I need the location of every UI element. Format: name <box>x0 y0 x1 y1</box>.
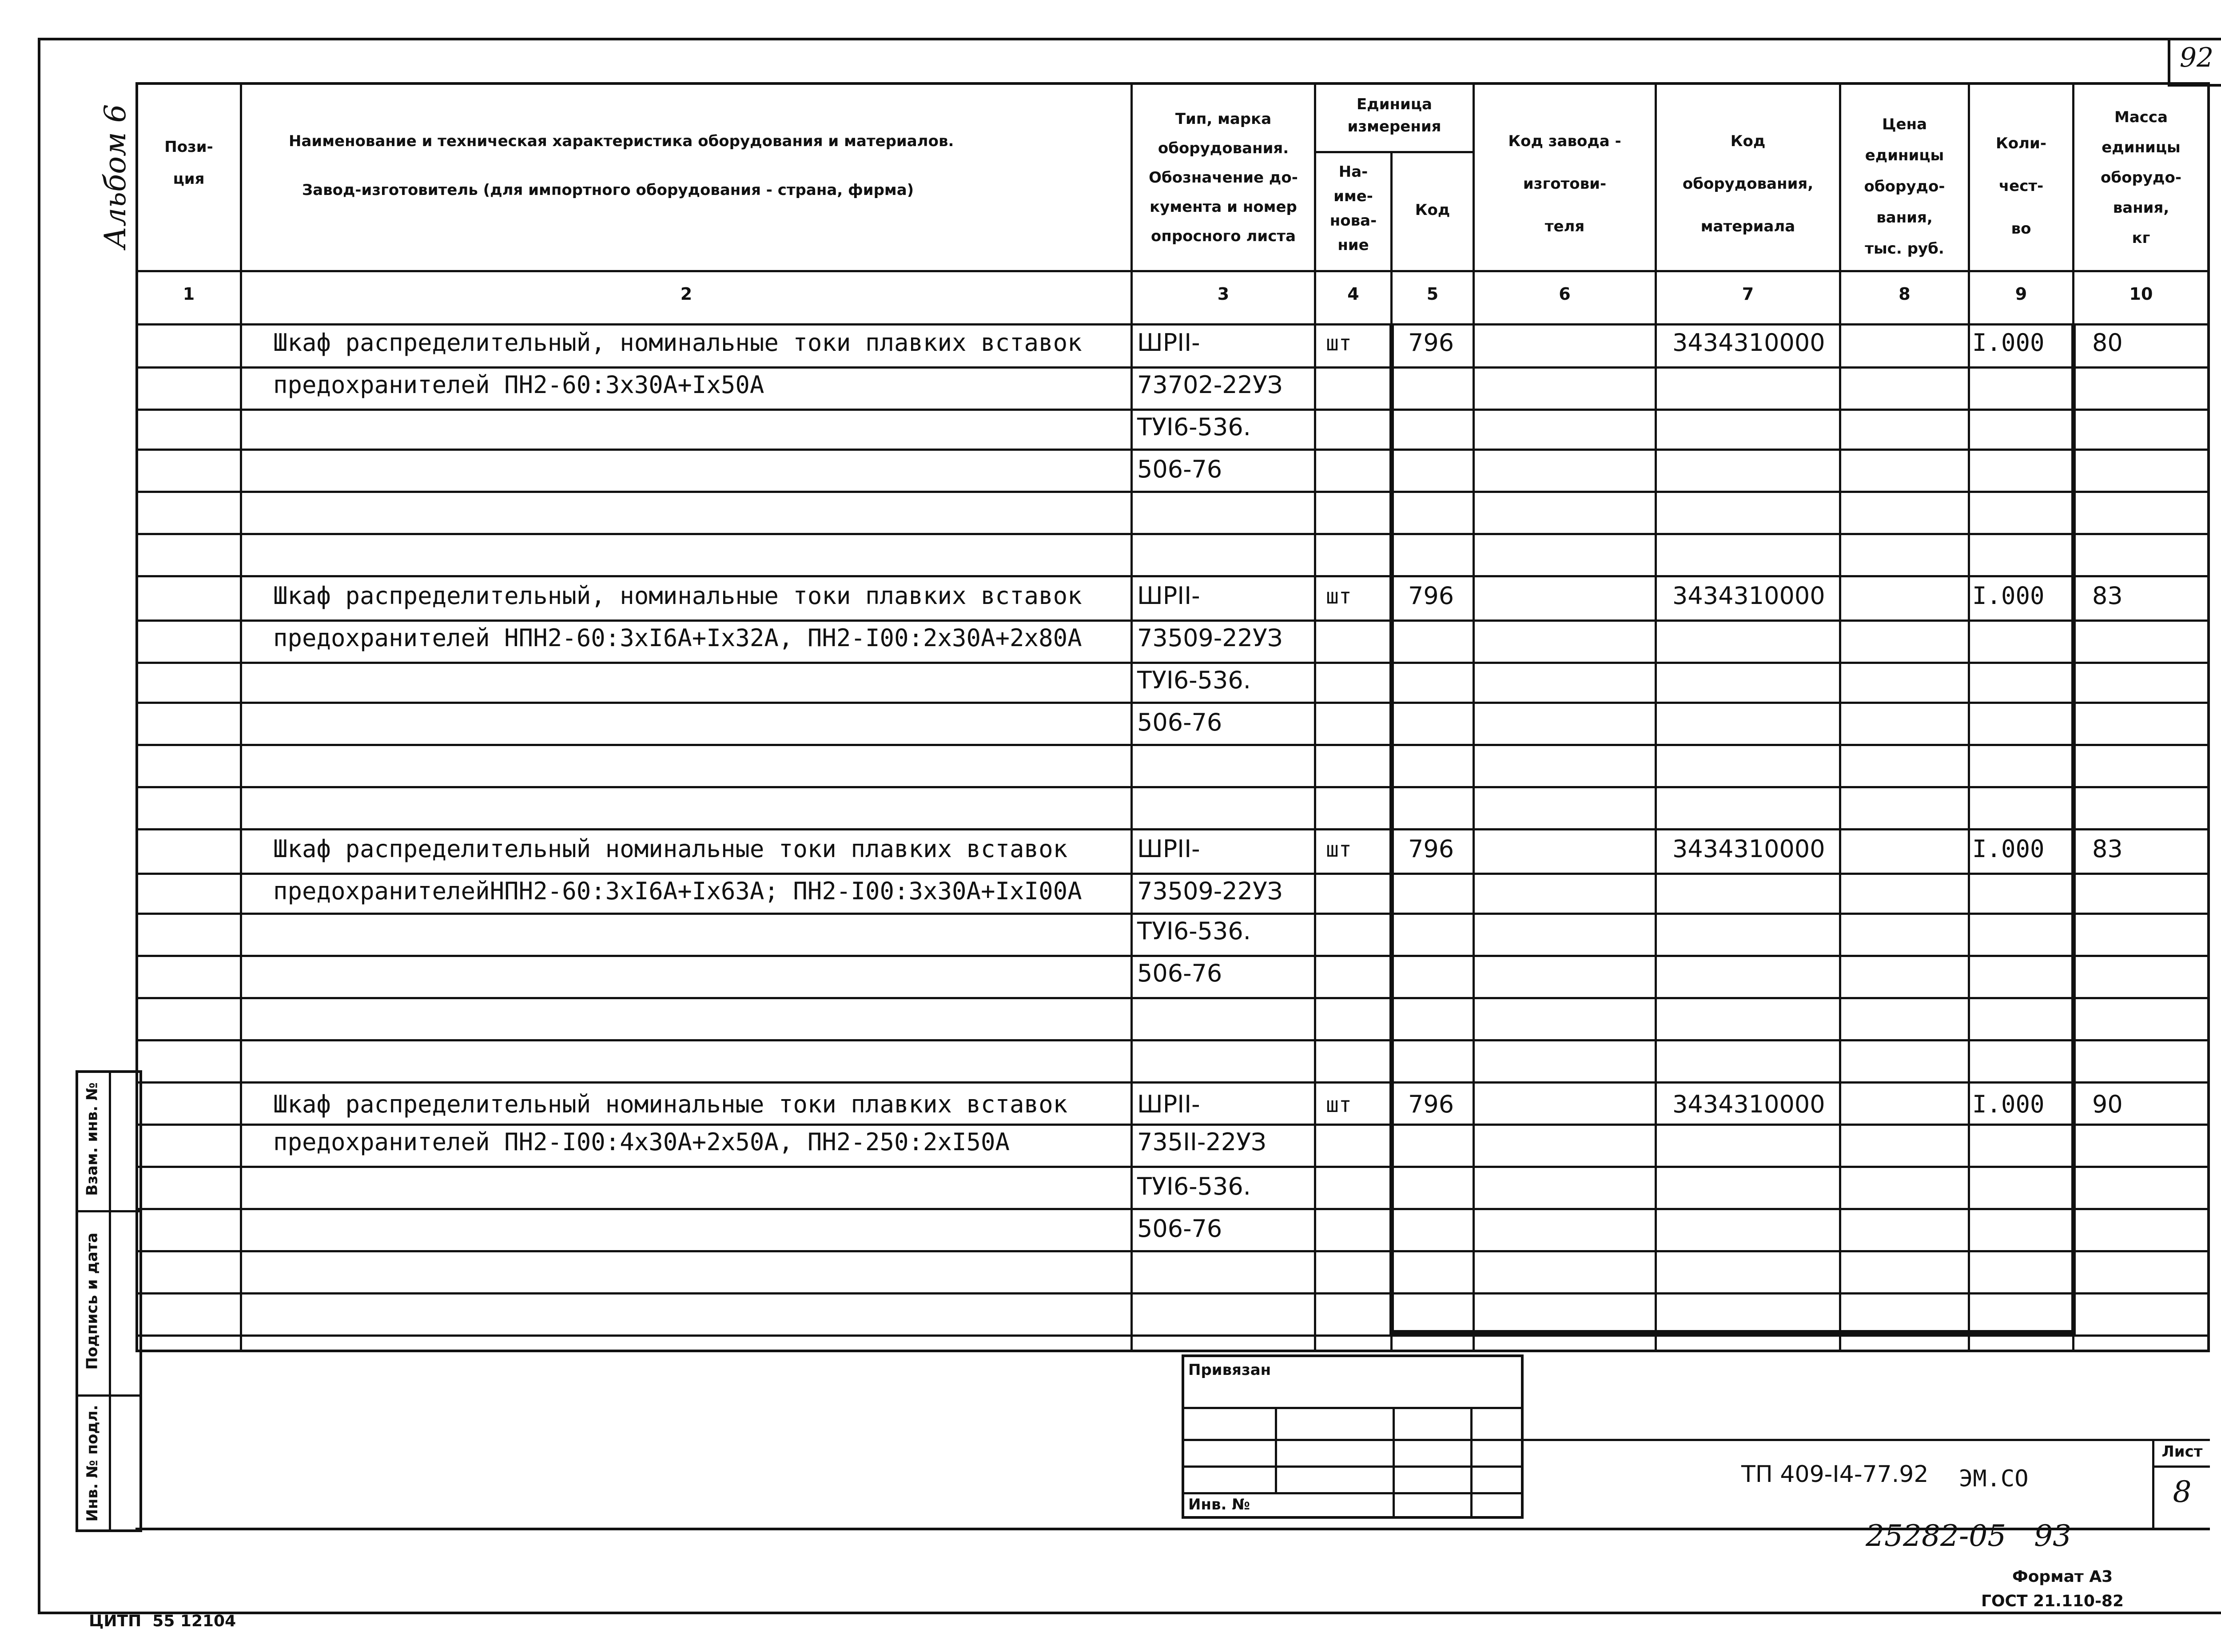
item4-mass: 90 <box>2092 1090 2123 1118</box>
list-number: 8 <box>2173 1475 2192 1509</box>
item3-unit-code: 796 <box>1408 835 1454 863</box>
col-number-8: 8 <box>1899 284 1911 304</box>
item2-type-3: ТУI6-536. <box>1137 666 1251 694</box>
item4-name-line1: Шкаф распределительный номинальные токи плавких вставок <box>273 1090 1068 1118</box>
item3-name-line1: Шкаф распределительный номинальные токи плавких вставок <box>273 835 1068 863</box>
item4-type-3: ТУI6-536. <box>1137 1172 1251 1200</box>
list-label: Лист <box>2161 1443 2203 1461</box>
col-number-2: 2 <box>680 284 693 304</box>
item1-name-line1: Шкаф распределительный, номинальные токи плавких вставок <box>273 329 1082 357</box>
col-number-7: 7 <box>1742 284 1754 304</box>
item3-type-4: 506-76 <box>1137 959 1222 987</box>
item2-type-4: 506-76 <box>1137 708 1222 736</box>
inv-no-label: Инв. № <box>1188 1496 1250 1513</box>
item1-unit: шт <box>1326 331 1352 356</box>
item2-material-code: 3434310000 <box>1672 582 1825 610</box>
item2-mass: 83 <box>2092 582 2123 610</box>
col2-header-line1: Наименование и техническая характеристика оборудования и материалов. <box>289 132 954 150</box>
col7-header: Код оборудования, материала <box>1682 132 1814 235</box>
item2-unit: шт <box>1326 584 1352 609</box>
item1-material-code: 3434310000 <box>1672 329 1825 357</box>
item3-name-line2: предохранителейНПН2-60:3хI6А+Iх63А; ПН2-I00:3х30А+IхI00А <box>273 877 1082 905</box>
item2-type-1: ШРII- <box>1137 582 1200 610</box>
col3-header: Тип, марка оборудования. Обозначение до- кумента и номер опросного листа <box>1149 110 1298 245</box>
item2-name-line1: Шкаф распределительный, номинальные токи плавких вставок <box>273 582 1082 610</box>
item4-name-line2: предохранителей ПН2-I00:4х30А+2х50А, ПН2-250:2хI50А <box>273 1128 1010 1156</box>
number-row-line <box>135 323 2210 326</box>
item4-unit: шт <box>1326 1092 1352 1117</box>
top-sheet-number: 92 <box>2179 42 2214 73</box>
stamp-podpis: Подпись и дата <box>83 1232 101 1370</box>
doc-code: ТП 409-I4-77.92 <box>1741 1461 1929 1488</box>
item1-type-1: ШРII- <box>1137 329 1200 357</box>
gost-label: ГОСТ 21.110-82 <box>1981 1592 2124 1610</box>
col8-header: Цена единицы оборудо- вания, тыс. руб. <box>1864 115 1945 258</box>
item3-type-2: 73509-22УЗ <box>1137 877 1283 905</box>
item4-quantity: I.000 <box>1972 1090 2045 1118</box>
col-number-6: 6 <box>1559 284 1571 304</box>
item3-material-code: 3434310000 <box>1672 835 1825 863</box>
unit-group-header: Единица измерения <box>1347 95 1441 135</box>
item3-mass: 83 <box>2092 835 2123 863</box>
item1-type-2: 73702-22УЗ <box>1137 371 1283 399</box>
item2-name-line2: предохранителей НПН2-60:3хI6А+Iх32А, ПН2-I00:2х30А+2х80А <box>273 624 1082 652</box>
item1-quantity: I.000 <box>1972 329 2045 357</box>
item2-type-2: 73509-22УЗ <box>1137 624 1283 652</box>
item1-type-3: ТУI6-536. <box>1137 413 1251 441</box>
col-number-10: 10 <box>2129 284 2153 304</box>
col-number-9: 9 <box>2015 284 2027 304</box>
col-number-3: 3 <box>1217 284 1230 304</box>
item4-material-code: 3434310000 <box>1672 1090 1825 1118</box>
item3-quantity: I.000 <box>1972 835 2045 863</box>
col10-header: Масса единицы оборудо- вания, кг <box>2101 108 2181 247</box>
item4-type-2: 735II-22УЗ <box>1137 1128 1266 1156</box>
item1-name-line2: предохранителей ПН2-60:3х30А+Iх50А <box>273 371 764 399</box>
item2-quantity: I.000 <box>1972 582 2045 610</box>
col-number-5: 5 <box>1426 284 1439 304</box>
item4-unit-code: 796 <box>1408 1090 1454 1118</box>
stamp-vzam: Взам. инв. № <box>83 1082 101 1196</box>
item4-type-1: ШРII- <box>1137 1090 1200 1118</box>
format-label: Формат А3 <box>2012 1568 2113 1586</box>
stamp-inv: Инв. № подл. <box>84 1405 101 1522</box>
item1-type-4: 506-76 <box>1137 455 1222 483</box>
col9-header: Коли- чест- во <box>1996 135 2046 238</box>
item3-type-1: ШРII- <box>1137 835 1200 863</box>
col2-header-line2: Завод-изготовитель (для импортного оборудования - страна, фирма) <box>302 181 914 199</box>
col4-header: На- име- нова- ние <box>1329 163 1377 254</box>
item3-type-3: ТУI6-536. <box>1137 917 1251 945</box>
col1-header: Пози- ция <box>164 138 213 188</box>
item2-unit-code: 796 <box>1408 582 1454 610</box>
col-number-4: 4 <box>1347 284 1359 304</box>
item4-type-4: 506-76 <box>1137 1215 1222 1243</box>
item1-mass: 80 <box>2092 329 2123 357</box>
handwritten-number: 25282-05 93 <box>1866 1519 2072 1553</box>
item1-unit-code: 796 <box>1408 329 1454 357</box>
header-bottom-line <box>135 270 2210 272</box>
doc-suffix: ЭМ.СО <box>1959 1465 2029 1492</box>
privyazan-label: Привязан <box>1188 1361 1271 1379</box>
item3-unit: шт <box>1326 837 1352 862</box>
citp-label: ЦИТП 55 12104 <box>89 1612 236 1630</box>
col5-header: Код <box>1415 201 1450 219</box>
col6-header: Код завода - изготови- теля <box>1508 132 1621 235</box>
album-label: Альбом 6 <box>98 104 132 249</box>
col-number-1: 1 <box>183 284 195 304</box>
